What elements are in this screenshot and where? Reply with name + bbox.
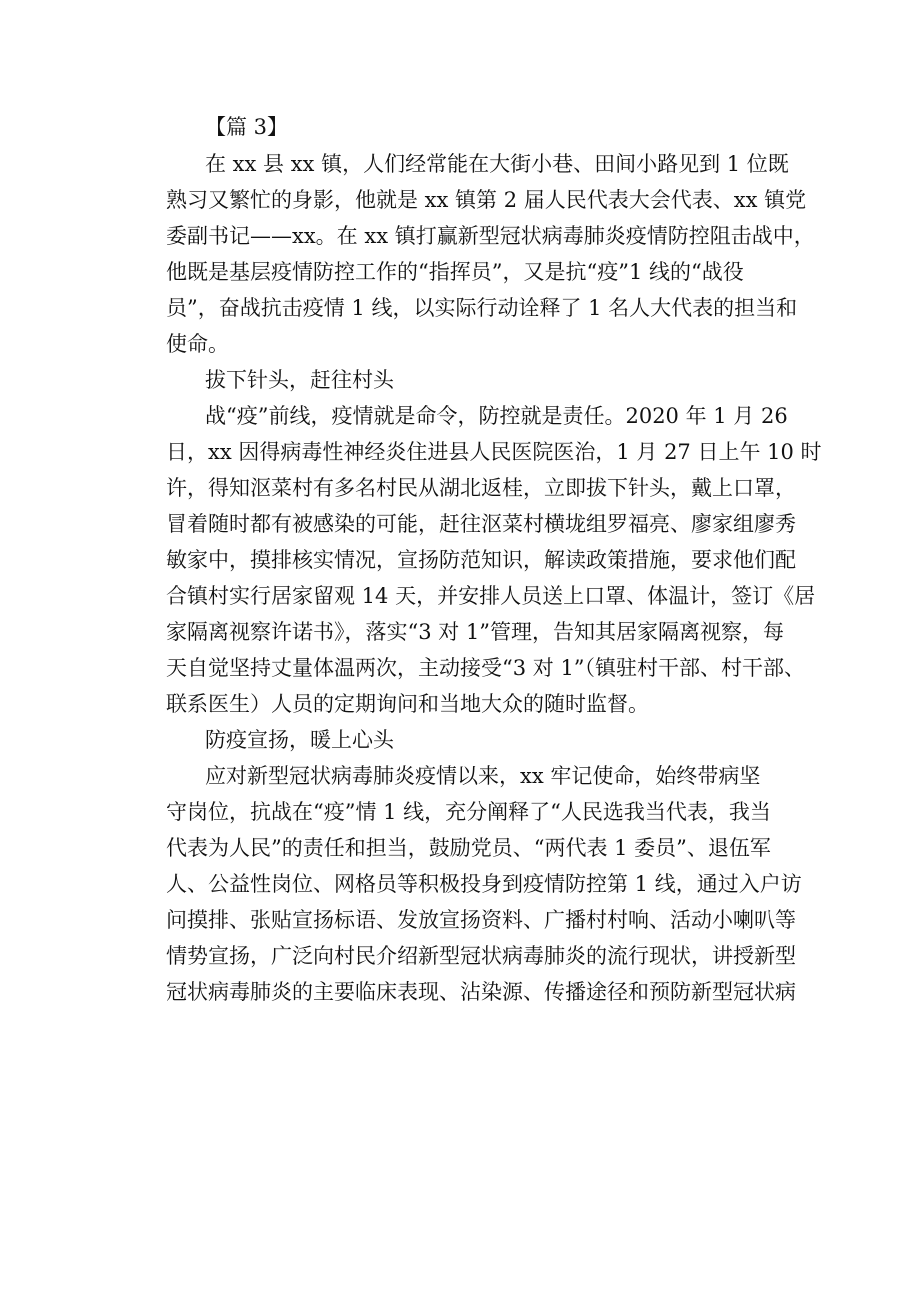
intro-line: 使命。 bbox=[166, 332, 229, 356]
paragraph-line: 敏家中，摸排核实情况，宣扬防范知识，解读政策措施，要求他们配 bbox=[166, 548, 796, 572]
intro-line: 员”，奋战抗击疫情 1 线，以实际行动诠释了 1 名人大代表的担当和 bbox=[166, 296, 798, 320]
paragraph-line: 天自觉坚持丈量体温两次，主动接受“3 对 1”（镇驻村干部、村干部、 bbox=[166, 656, 806, 680]
paragraph-line: 许，得知沤菜村有多名村民从湖北返桂，立即拔下针头，戴上口罩， bbox=[166, 476, 796, 500]
section-marker: 【篇 3】 bbox=[205, 115, 289, 139]
paragraph-line: 合镇村实行居家留观 14 天，并安排人员送上口罩、体温计，签订《居 bbox=[166, 584, 816, 608]
intro-line: 熟习又繁忙的身影，他就是 xx 镇第 2 届人民代表大会代表、xx 镇党 bbox=[166, 188, 807, 212]
intro-line: 在 xx 县 xx 镇，人们经常能在大街小巷、田间小路见到 1 位既 bbox=[205, 152, 789, 176]
paragraph-line: 日，xx 因得病毒性神经炎住进县人民医院医治，1 月 27 日上午 10 时 bbox=[166, 440, 822, 464]
paragraph-line: 人、公益性岗位、网格员等积极投身到疫情防控第 1 线，通过入户访 bbox=[166, 872, 802, 896]
paragraph-line: 情势宣扬，广泛向村民介绍新型冠状病毒肺炎的流行现状，讲授新型 bbox=[166, 944, 796, 968]
paragraph-line: 家隔离视察许诺书》，落实“3 对 1”管理，告知其居家隔离视察，每 bbox=[166, 620, 785, 644]
section-heading: 防疫宣扬，暖上心头 bbox=[205, 728, 394, 752]
intro-line: 他既是基层疫情防控工作的“指挥员”，又是抗“疫”1 线的“战役 bbox=[166, 260, 744, 284]
paragraph-line: 联系医生）人员的定期询问和当地大众的随时监督。 bbox=[166, 692, 649, 716]
section-heading: 拔下针头，赶往村头 bbox=[205, 368, 394, 392]
paragraph-line: 守岗位，抗战在“疫”情 1 线，充分阐释了“人民选我当代表，我当 bbox=[166, 800, 771, 824]
paragraph-line: 冠状病毒肺炎的主要临床表现、沾染源、传播途径和预防新型冠状病 bbox=[166, 980, 796, 1004]
paragraph-line: 应对新型冠状病毒肺炎疫情以来，xx 牢记使命，始终带病坚 bbox=[205, 764, 761, 788]
paragraph-line: 代表为人民”的责任和担当，鼓励党员、“两代表 1 委员”、退伍军 bbox=[166, 836, 771, 860]
paragraph-line: 战“疫”前线，疫情就是命令，防控就是责任。2020 年 1 月 26 bbox=[205, 404, 788, 428]
paragraph-line: 冒着随时都有被感染的可能，赶往沤菜村横垅组罗福亮、廖家组廖秀 bbox=[166, 512, 796, 536]
intro-line: 委副书记——xx。在 xx 镇打赢新型冠状病毒肺炎疫情防控阻击战中， bbox=[166, 224, 815, 248]
paragraph-line: 问摸排、张贴宣扬标语、发放宣扬资料、广播村村响、活动小喇叭等 bbox=[166, 908, 796, 932]
